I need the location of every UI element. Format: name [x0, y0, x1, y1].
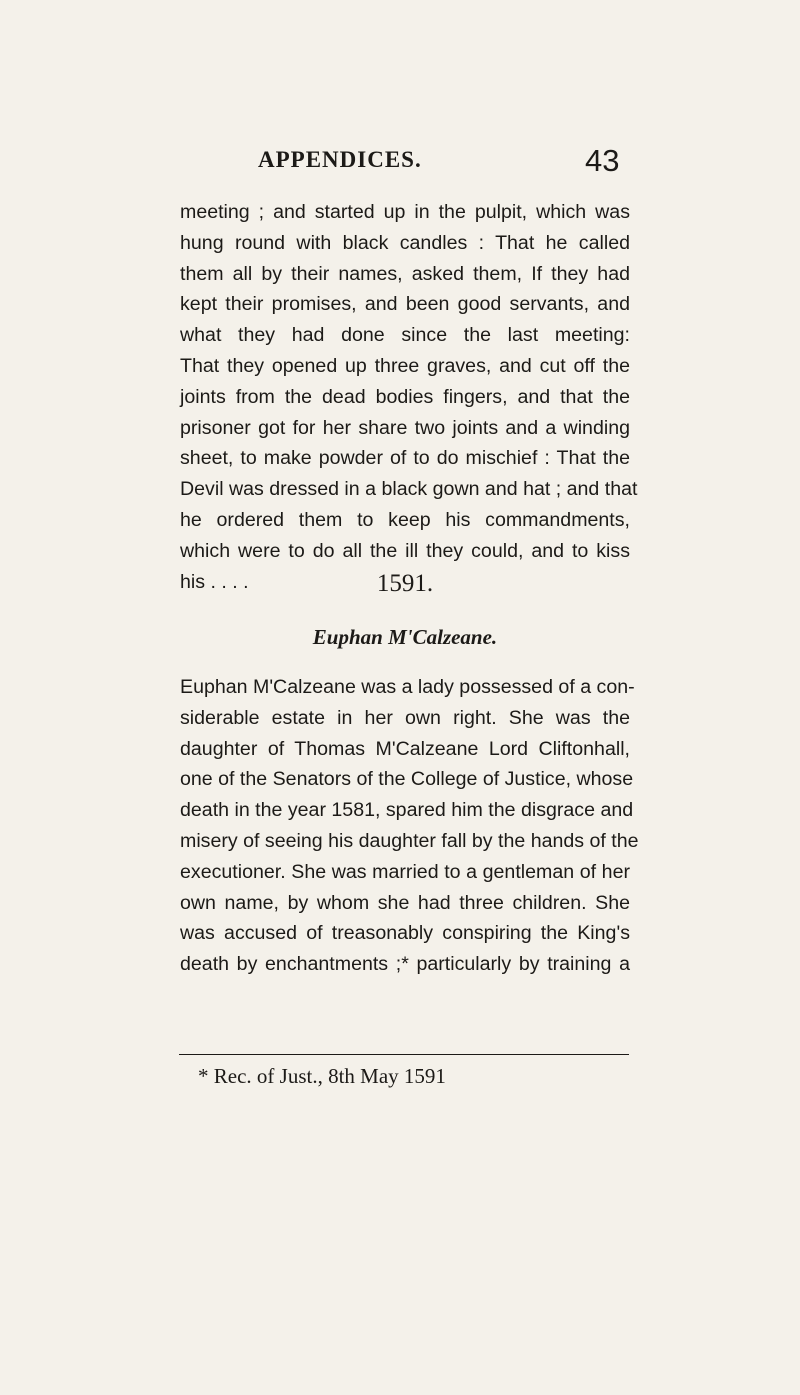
footnote: * Rec. of Just., 8th May 1591: [198, 1064, 446, 1088]
text-line: them all by their names, asked them, If they had: [180, 262, 630, 285]
text-line: prisoner got for her share two joints and a winding: [180, 416, 630, 439]
text-line: which were to do all the ill they could, and to kiss: [180, 539, 630, 562]
text-line: own name, by whom she had three children. She: [180, 891, 630, 914]
paragraph-euphan: [180, 672, 639, 980]
text-line: executioner. She was married to a gentleman of her: [180, 860, 630, 883]
text-line: was accused of treasonably conspiring the King's: [180, 922, 630, 945]
running-title: APPENDICES.: [258, 147, 422, 172]
text-line: meeting ; and started up in the pulpit, which was: [180, 201, 630, 223]
text-line: That they opened up three graves, and cut off the: [180, 354, 630, 377]
section-subtitle: Euphan M'Calzeane.: [312, 625, 498, 649]
footnote-rule: [179, 1054, 629, 1055]
text-line: his . . . .: [180, 570, 249, 593]
text-line: joints from the dead bodies fingers, and that the: [180, 385, 630, 408]
section-year: 1591.: [376, 570, 434, 597]
text-line: he ordered them to keep his commandments,: [180, 508, 630, 531]
text-line: Devil was dressed in a black gown and hat ; and that: [180, 478, 638, 501]
text-line: siderable estate in her own right. She was the: [180, 706, 630, 729]
running-head: [180, 145, 630, 185]
text-line: death in the year 1581, spared him the disgrace and: [180, 799, 634, 822]
text-line: Euphan M'Calzeane was a lady possessed of a con-: [180, 676, 635, 698]
text-line: what they had done since the last meeting:: [180, 324, 630, 347]
text-line: daughter of Thomas M'Calzeane Lord Cliftonhall,: [180, 737, 630, 760]
text-line: misery of seeing his daughter fall by the hands of the: [180, 829, 639, 852]
text-line: death by enchantments ;* particularly by training a: [180, 953, 630, 976]
text-line: sheet, to make powder of to do mischief : That the: [180, 447, 630, 470]
page-number: 43: [585, 143, 620, 178]
text-line: one of the Senators of the College of Justice, whose: [180, 768, 634, 791]
text-line: kept their promises, and been good servants, and: [180, 293, 630, 316]
text-line: hung round with black candles : That he called: [180, 231, 630, 254]
paragraph-continued: [180, 197, 638, 597]
